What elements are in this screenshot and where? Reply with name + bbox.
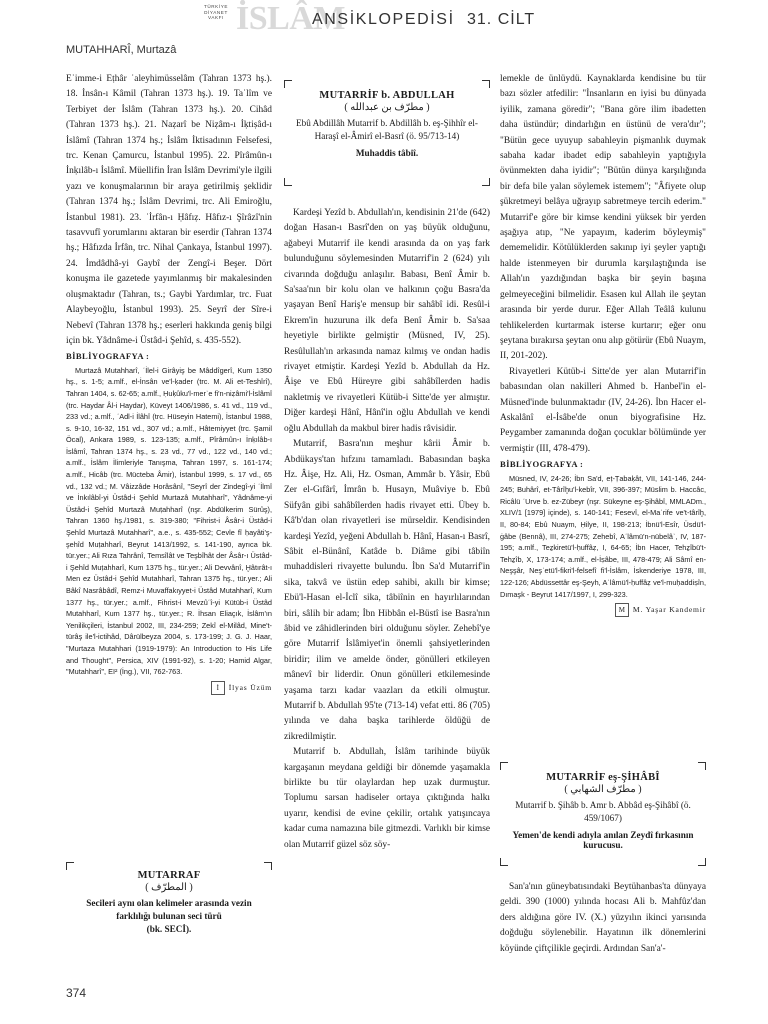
article-paragraph: Eʾimme-i Eṭhâr ʿaleyhimüsselâm (Tahran 1373 hş.). 18. İnsân-ı Kâmil (Tahran 1373 hş.). 19. Taʿlîm ve Terbiyet der İslâm (Tahran 1373 hş.). 20. Cihâd (Tahran 1373 hş.). 21. Naẓarî be Niẓâm-ı İḳtiṣâd-ı İslâmî (Tahran 1374 hş.; İslâm İktisadının Felsefesi, trc. Kenan Çamurcu, İstanbul 1995). 22. Pîrâmûn-ı İnḳılâb-ı İslâmî. Müellifin İran İslâm Devrimi'yle ilgili yazı ve konuşmalarının bir araya getirilmiş şeklidir (Tahran 1374 hş.; İslâm Devrimi, trc. Ali Emiroğlu, İstanbul 1981). 23. ʿİrfân-ı Ḥâfıẓ. Hâfız-ı Şîrâzî'nin tasavvufî yorumlarını aktaran bir eserdir (Tahran 1374 hş.; Hâfızda İrfân, trc. Nihal Çankaya, İstanbul 1997). 24. İmdâdhâ-yi Gaybî der Zengî-i Beşer. Dört konuşma ile gazetede yayımlanmış bir makalesinden oluşmaktadır (Tahran, ts.; Gaybi Yardımlar, trc. Fuat Alaybeyoğlu, İstanbul 1993). 25. Seyrî der Sîre-i Nebevî (Tahran 1378 hş.; eserleri hakkında geniş bilgi için bk. Yâdnâme-i Üstâd-i Şehîd, s. 435-552). — [66, 74, 272, 346]
article-paragraph: Kardeşi Yezîd b. Abdullah'ın, kendisinin 21'de (642) doğan Hasan-ı Basrî'den on yaş büyük olduğunu, ağabeyi Mutarrif ile kendi arasında da on yaş fark bulunduğunu söylemesinden Mutarrif'in 2 (624) yılı civarında doğduğu anlaşılır. Babası, Benî Âmir b. Sa'saa'nın bir kolu olan ve halkının çoğu Basra'da yaşayan Benî Hariş'e mensup bir sahâbî idi. Resûl-i Ekrem'in huzuruna ilk defa Benî Âmir b. Sa'saa heyetiyle birlikte gelmiştir (Müsned, IV, 25). Resûlullah'ın arkasında namaz kılmış ve ondan hadis rivayet etmiştir. Kardeşi Yezîd b. Abdullah da Hz. Âişe ve Ebû Hüreyre gibi sahâbîlerden hadis nakletmiş ve rivayetleri Kütüb-i Sitte'de yer almıştır. Diğer kardeşi Hânî, Hânî'in oğlu Abdullah ve kendi oğlu Abdullah da makbul birer hadis râvisidir. — [284, 208, 490, 434]
entry-see-reference: (bk. SECİ). — [146, 924, 192, 934]
bibliography-heading: BİBLİYOGRAFYA : — [500, 459, 584, 470]
entry-arabic-title: ( المطرّف ) — [145, 882, 193, 893]
page-number: 374 — [66, 986, 87, 1000]
entry-subtitle: Mutarrif b. Şihâb b. Amr b. Abbâd eş-Şihâbî (ö. 459/1067) — [515, 800, 691, 823]
author-icon: İ — [211, 681, 225, 695]
column-1 — [66, 72, 272, 695]
article-paragraph: San'a'nın güneybatısındaki Beytühanbas'ta dünyaya geldi. 390 (1000) yılında hocası Ali b. Mahfûz'dan ders aldığına göre IV. (X.) yüzyılın ikinci yarısında doğduğu söylenebilir. Hayatının ilk dönemlerini köyünde çiftçilikle geçirdi. Ardından San'a'- — [500, 882, 706, 954]
author-name: M. Yaşar Kandemir — [632, 605, 706, 615]
logo-line: TÜRKİYE — [203, 4, 229, 9]
entry-category: Muhaddis tâbiî. — [355, 148, 419, 158]
article-paragraph: Rivayetleri Kütüb-i Sitte'de yer alan Mutarrif'in babasından olan nakilleri Ahmed b. Hanbel'in el-Müsned'inde bulunmaktadır (IV, 24-26). İbn Hacer el-Askalânî el-İsâbe'de onun biyografisine Hz. Peygamber zamanında doğan çocuklar bölümünde yer vermiştir (III, 478-479). — [500, 366, 706, 454]
entry-category: Yemen'de kendi adıyla anılan Zeydî fırkasının kurucusu. — [512, 830, 694, 850]
article-paragraph: lemekle de ünlüydü. Kaynaklarda kendisine bu tür bazı sözler atfedilir: "İnsanların en iyisi bu dünyada iyilik, zamana göredir"; "Bana göre ilim ibadetten daha üstündür; dindarlığın en üstünü de vera'dır"; "Bütün gece uyuyup sabahleyin pişmanlık duymak sabaha kadar ibadet edip sabahleyin yaptığıyla övünmekten daha iyidir"; "Bütün dünya karşılığında bir defa bile yalan söylemek istemem"; "Âfiyete olup şükretmeyi belâya uğrayıp sabretmeye tercih ederim." Mutarrif'e göre bir kimse kendini yüksek bir yerden aşağıya atıp, "Ne yapayım, kaderim böyleymiş" dememelidir. Kötülüklerden sakınıp iyi şeyler yaptığı halde istenmeyen bir durumla karşılaştığında ise Allah'ın yazdığından başka bir şeyin başına gelmeyeceğini bilmelidir. Esasen kul Allah ile şeytan arasında bir yerde durur. Eğer Allah Teâlâ kulunu tehlikelerden kurtarmak isterse kurtarır; eğer onu şeytana bırakırsa şeytan onu alıp götürür (Ebû Nuaym, II, 201-202). — [500, 74, 706, 362]
entry-arabic-title: ( مطرّف الشهابي ) — [564, 784, 642, 795]
article-paragraph: Mutarrif b. Abdullah, İslâm tarihinde büyük kargaşanın meydana geldiği bir dönemde yaşamakla birlikte bu tür olaylardan hep uzak durmuştur. Toplumu sarsan hadiseler ortaya çıktığında halkı uyarır, kendisi de evine çekilir, ortalık yatışıncaya kadar cuma namazına bile gitmezdi. Varlıklı bir kimse olan Mutarrif güzel söz söy- — [284, 747, 490, 850]
bibliography-heading: BİBLİYOGRAFYA : — [66, 351, 150, 362]
author-name: İlyas Üzüm — [228, 682, 272, 692]
logo-line: VAKFI — [208, 15, 224, 20]
bibliography-text: Murtazâ Mutahharî, ʿİlel-i Girâyiş be Mâddîgerî, Kum 1350 hş., s. 1-5; a.mlf., el-İnsân ve'l-ḳader (trc. M. Ali et-Teshîrî), Tahran 1404, s. 62-65; a.mlf., Ḥuḳûku'l-merʾe fi'n-niẓâmi'l-İslâmî (trc. Haydar Âl-i Haydar), Küveyt 1406/1986, s. 41 vd., 119 vd., 233 vd.; a.mlf., ʿAdl-i İlâhî (trc. Hüseyin Hatemi), İstanbul 1988, s. 9-10, 16-32, 151 vd., 307 vd.; a.mlf., Hâtemiyyet (trc. Şamil Öcal), Ankara 1989, s. 123-135; a.mlf., Pîrâmûn-ı İnḳılâb-ı İslâmî, Tahran 1374 hş., s. 23 vd., 77 vd., 122 vd., 140 vd.; a.mlf., İslâm İlimleriyle Tanışma, Tahran 1997, s. 161-174; a.mlf., Hicâb (trc. Mücteba Âmir), İstanbul 1999, s. 17 vd., 65 vd., 132 vd.; M. Vâizzâde Horâsânî, "Seyrî der Zindegî-yi ʿİlmî ve İnkılâbî-yi Üstâd-i Şehîd Murtazâ Mutahharî", Yâdnâme-yi Üstâd-i Şehîd Murtazâ Muṭahharî (nşr. Abdülkerim Sürûş), Tahran 1360 hş./1981, s. 319-380; "Fihrist-i Âsâr-i Üstâd-i Şehîd Murtazâ Mutahharî", a.e., s. 435-552; Cevle fî ḥayâti'ş-şehîd Muṭahharî, Beyrut 1413/1992, s. 141-190, ayrıca bk. tür.yer.; Ali Rıza Tahrânî, Temsîlât ve Teşbîhât der Âsâr-ı Üstâd-i Şehîd Muṭahharî, Kum 1375 hş., tür.yer.; Ali Devvânî, Ḫâtırât-ı Men ez Üstâd-i Şehîd Mutahharî, Tahran 1375 hş., tür.yer.; Ali Bâkî Nasrâbâdî, Remz-i Muvaffakıyyet-i Üstâd Mutahharî, Kum 1377 hş., tür.yer.; a.mlf., Fihrist-i Mevzûʿî-yi Kütüb-i Üstâd Mutahharî, Kum 1377 hş., tür.yer.; R. İhsan Eliaçık, İslâm'ın Yenilikçileri, İstanbul 2002, III, 234-259; Zekî el-Milâd, Mine't-türâş ile'l-ictihâd, Dârülbeyza 2004, s. 173-199; J. G. J. Haar, "Murtaza Mutahhari (1919-1979): An Introduction to His Life and Thought", Persica, XIV (1991-92), s. 1-20; Hamid Algar, "Mutahharî", EI² (İng.), VII, 762-763. — [66, 365, 272, 677]
author-signature — [500, 602, 706, 617]
entry-header-mutarrif-abdullah — [284, 80, 490, 186]
entry-header-mutarraf — [66, 862, 272, 944]
entry-arabic-title: ( مطرّف بن عبدالله ) — [344, 102, 430, 113]
column-3 — [500, 72, 706, 618]
author-icon: M — [615, 603, 629, 617]
entry-subtitle: Secileri aynı olan kelimeler arasında vezin farklılığı bulunan seci türü — [86, 898, 252, 921]
entry-header-mutarrif-sihabi — [500, 762, 706, 866]
entry-title: MUTARRİF b. ABDULLAH — [319, 90, 455, 101]
running-head: MUTAHHARÎ, Murtazâ — [66, 44, 177, 56]
logo-line: DİYANET — [204, 9, 228, 15]
column-2 — [284, 206, 490, 853]
entry-subtitle: Ebû Abdillâh Mutarrif b. Abdillâh b. eş-Şihhîr el-Haraşî el-Âmirî el-Basrî (ö. 95/713-14) — [296, 118, 478, 141]
islam-logo: İSLÂM — [236, 0, 345, 37]
encyclopedia-title: ANSİKLOPEDİSİ — [312, 11, 455, 28]
article-paragraph: Mutarrif, Basra'nın meşhur kârii Âmir b. Abdükays'tan hıfzını tamamladı. Babasından başka Hz. Âişe, Hz. Ali, Hz. Osman, Ammâr b. Yâsir, Ebû Zer el-Gıfârî, İmrân b. Husayn, Muâviye b. Ebû Süfyân gibi sahâbîlerden hadis rivayet etti. Übey b. Kâ'b'dan olan rivayetleri ise mürseldir. Kendisinden kardeşi Yezîd, yeğeni Abdullah b. Hânî, Hasan-ı Basrî, Sâbit el-Bünânî, Katâde b. Diâme gibi tâbiîn muhaddisleri rivayette bulundu. İbn Sa'd Mutarrif'in sika, takvâ ve üstün edep sahibi, akıllı bir kimse; Ebü'l-Hasan el-İclî sika, tâbiînin en hayırlılarından biri, sâlih bir adam; İbn Hibbân el-Büstî ise Basra'nın âbid ve zâhidlerinden biri olduğunu söyler. Zehebî'ye göre Mutarrif İslâmiyet'in önemli şahsiyetlerinden biridir; ilim ve amelde önder, gönülleri etkileyen mânevî bir liderdir. Onun gönülleri etkilemesinde yaşama tarzı kadar vaazları da etkili olmuştur. Mutarrif b. Abdullah 95'te (713-14) vefat etti. 86 (705) yılında ve daha başka tarihlerde öldüğü de zikredilmiştir. — [284, 439, 490, 742]
bibliography-text: Müsned, IV, 24-26; İbn Sa'd, eṭ-Ṭabaḳât, VII, 141-146, 244-245; Buhârî, et-Târîḫu'l-kebîr, VII, 396-397; Müslim b. Haccâc, Ricâlü ʿUrve b. ez-Zübeyr (nşr. Sükeyne eş-Şihâbî, MMLADm., XLIV/1 [1979] içinde), s. 140-141; Fesevî, el-Maʿrife ve't-târîḫ, II, 80-84; Ebû Nuaym, Ḥilye, II, 198-213; İbnü'l-Esîr, Üsdü'l-ġâbe (Bennâ), III, 274-275; Zehebî, Aʿlâmü'n-nübelâʾ, IV, 187-195; a.mlf., Teẕkiretü'l-ḥuffâẓ, I, 64-65; İbn Hacer, Tehẕîbü't-Tehẕîb, X, 173-174; a.mlf., el-İṣâbe, III, 478-479; Ali Sâmî en-Neşşâr, Neşʾetü'l-fikri'l-felsefî fi'l-İslâm, İskenderiye 1978, III, 122-126; Abdüssettâr eş-Şeyh, Aʿlâmü'l-ḥuffâẓ ve'l-muḥaddiṣîn, Dımaşk - Beyrut 1417/1997, I, 299-323. — [500, 473, 706, 599]
publisher-small-logo — [196, 4, 236, 21]
entry-title: MUTARRİF eş-ŞİHÂBÎ — [546, 772, 660, 783]
volume-label: 31. CİLT — [467, 11, 536, 28]
author-signature — [66, 680, 272, 695]
entry-title: MUTARRAF — [137, 870, 201, 881]
column-3-continued — [500, 880, 706, 957]
